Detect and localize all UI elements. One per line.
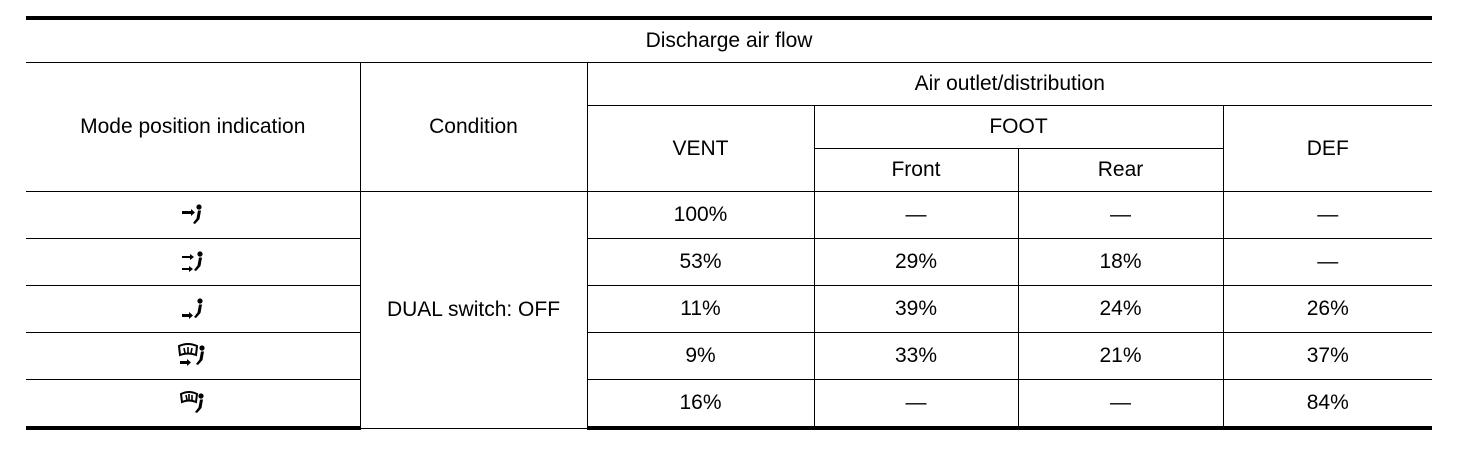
foot-rear-value: 18% — [1018, 239, 1223, 286]
header-mode-position: Mode position indication — [26, 63, 360, 192]
header-condition: Condition — [360, 63, 587, 192]
vent-value: 11% — [587, 286, 814, 333]
header-foot-front: Front — [814, 149, 1018, 192]
foot-front-value: 39% — [814, 286, 1018, 333]
header-foot: FOOT — [814, 106, 1223, 149]
vent-value: 16% — [587, 380, 814, 429]
foot-front-value: 29% — [814, 239, 1018, 286]
def-value: — — [1223, 192, 1432, 239]
foot-front-value: — — [814, 192, 1018, 239]
def-value: 84% — [1223, 380, 1432, 429]
foot-rear-value: 24% — [1018, 286, 1223, 333]
foot-rear-value: — — [1018, 380, 1223, 429]
foot-rear-value: 21% — [1018, 333, 1223, 380]
foot-front-value: — — [814, 380, 1018, 429]
def-value: 37% — [1223, 333, 1432, 380]
vent-value: 9% — [587, 333, 814, 380]
table-row — [26, 286, 1432, 333]
vent-mode-icon — [178, 202, 208, 228]
foot-mode-icon — [178, 296, 208, 322]
vent-value: 53% — [587, 239, 814, 286]
discharge-air-flow-table — [26, 16, 1432, 430]
foot-def-mode-icon — [176, 343, 210, 369]
mode-cell — [26, 380, 360, 429]
header-vent: VENT — [587, 106, 814, 192]
table-title: Discharge air flow — [26, 18, 1432, 63]
vent-value: 100% — [587, 192, 814, 239]
header-air-outlet: Air outlet/distribution — [587, 63, 1432, 106]
table-row — [26, 333, 1432, 380]
header-foot-rear: Rear — [1018, 149, 1223, 192]
foot-rear-value: — — [1018, 192, 1223, 239]
table-row — [26, 380, 1432, 429]
header-def: DEF — [1223, 106, 1432, 192]
condition-cell: DUAL switch: OFF — [360, 192, 587, 429]
table-row — [26, 192, 1432, 239]
def-mode-icon — [178, 390, 208, 416]
table-row — [26, 239, 1432, 286]
mode-cell — [26, 239, 360, 286]
mode-cell — [26, 286, 360, 333]
def-value: 26% — [1223, 286, 1432, 333]
foot-front-value: 33% — [814, 333, 1018, 380]
def-value: — — [1223, 239, 1432, 286]
bi-level-mode-icon — [178, 249, 208, 275]
mode-cell — [26, 333, 360, 380]
mode-cell — [26, 192, 360, 239]
